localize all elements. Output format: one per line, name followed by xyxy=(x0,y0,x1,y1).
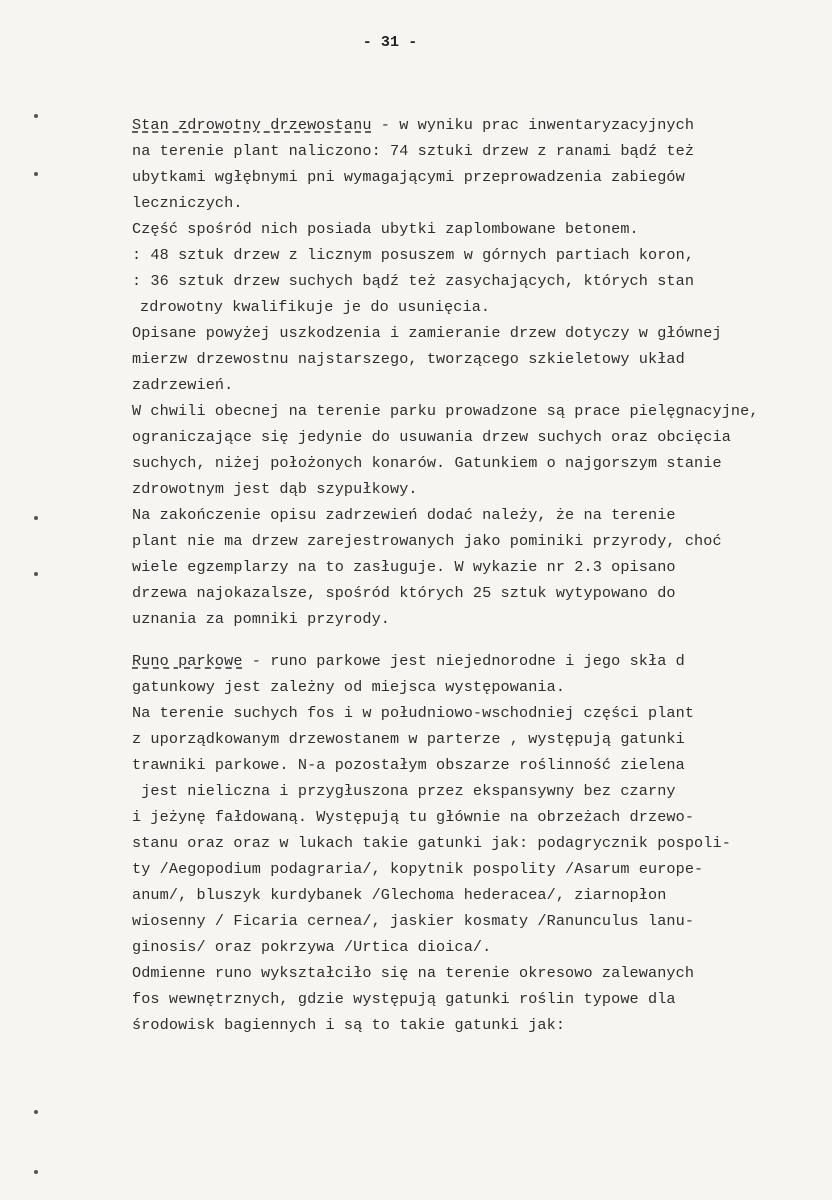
text-line: suchych, niżej położonych konarów. Gatunkiem o najgorszym stanie xyxy=(132,454,722,472)
text-line: : 36 sztuk drzew suchych bądź też zasychających, których stan xyxy=(132,272,695,290)
text-line: ubytkami wgłębnymi pni wymagającymi przeprowadzenia zabiegów xyxy=(132,168,685,186)
section-heading: Runo parkowe xyxy=(132,652,243,670)
text-line: W chwili obecnej na terenie parku prowadzone są prace pielęgnacyjne, xyxy=(132,402,759,420)
text-line: Na terenie suchych fos i w południowo-wschodniej części plant xyxy=(132,704,695,722)
text-line: i jeżynę fałdowaną. Występują tu głównie na obrzeżach drzewo- xyxy=(132,808,695,826)
text-line: plant nie ma drzew zarejestrowanych jako pominiki przyrody, choć xyxy=(132,532,722,550)
page-number: - 31 - xyxy=(362,34,418,51)
section-health xyxy=(132,112,822,632)
text-line: fos wewnętrznych, gdzie występują gatunki roślin typowe dla xyxy=(132,990,676,1008)
text-line: uznania za pomniki przyrody. xyxy=(132,610,390,628)
text-line: z uporządkowanym drzewostanem w parterze , występują gatunki xyxy=(132,730,685,748)
margin-mark xyxy=(34,1110,38,1114)
margin-mark xyxy=(34,1170,38,1174)
margin-mark xyxy=(34,172,38,176)
margin-mark xyxy=(34,114,38,118)
text-line: jest nieliczna i przygłuszona przez ekspansywny bez czarny xyxy=(132,782,676,800)
margin-mark xyxy=(34,572,38,576)
text-line: - w wyniku prac inwentaryzacyjnych xyxy=(371,116,695,134)
text-line: zadrzewień. xyxy=(132,376,234,394)
text-line: trawniki parkowe. N-a pozostałym obszarze roślinność zielena xyxy=(132,756,685,774)
text-line: ginosis/ oraz pokrzywa /Urtica dioica/. xyxy=(132,938,492,956)
text-line: ty /Aegopodium podagraria/, kopytnik pospolity /Asarum europe- xyxy=(132,860,704,878)
text-line: zdrowotny kwalifikuje je do usunięcia. xyxy=(140,298,491,316)
text-line: drzewa najokazalsze, spośród których 25 sztuk wytypowano do xyxy=(132,584,676,602)
text-line: wiele egzemplarzy na to zasługuje. W wykazie nr 2.3 opisano xyxy=(132,558,676,576)
section-undergrowth-first-line xyxy=(132,648,822,674)
text-line: Opisane powyżej uszkodzenia i zamieranie drzew dotyczy w głównej xyxy=(132,324,722,342)
text-line: gatunkowy jest zależny od miejsca występowania. xyxy=(132,678,566,696)
text-line: anum/, bluszyk kurdybanek /Glechoma hederacea/, ziarnopłon xyxy=(132,886,667,904)
text-line: zdrowotnym jest dąb szypułkowy. xyxy=(132,480,418,498)
section-undergrowth xyxy=(132,648,822,1038)
section-heading: Stan zdrowotny drzewostanu xyxy=(132,116,372,134)
text-line: - runo parkowe jest niejednorodne i jego skła d xyxy=(242,652,685,670)
text-line: Odmienne runo wykształciło się na terenie okresowo zalewanych xyxy=(132,964,695,982)
text-line: : 48 sztuk drzew z licznym posuszem w górnych partiach koron, xyxy=(132,246,695,264)
text-line: leczniczych. xyxy=(132,194,243,212)
text-line: na terenie plant naliczono: 74 sztuki drzew z ranami bądź też xyxy=(132,142,695,160)
text-line: stanu oraz oraz w lukach takie gatunki jak: podagrycznik pospoli- xyxy=(132,834,731,852)
text-line: Na zakończenie opisu zadrzewień dodać należy, że na terenie xyxy=(132,506,676,524)
text-line: Część spośród nich posiada ubytki zaplombowane betonem. xyxy=(132,220,639,238)
section-health-first-line xyxy=(132,112,822,138)
text-line: wiosenny / Ficaria cernea/, jaskier kosmaty /Ranunculus lanu- xyxy=(132,912,695,930)
text-line: środowisk bagiennych i są to takie gatunki jak: xyxy=(132,1016,566,1034)
margin-mark xyxy=(34,516,38,520)
text-line: mierzw drzewostnu najstarszego, tworzącego szkieletowy układ xyxy=(132,350,685,368)
text-line: ograniczające się jedynie do usuwania drzew suchych oraz obcięcia xyxy=(132,428,731,446)
